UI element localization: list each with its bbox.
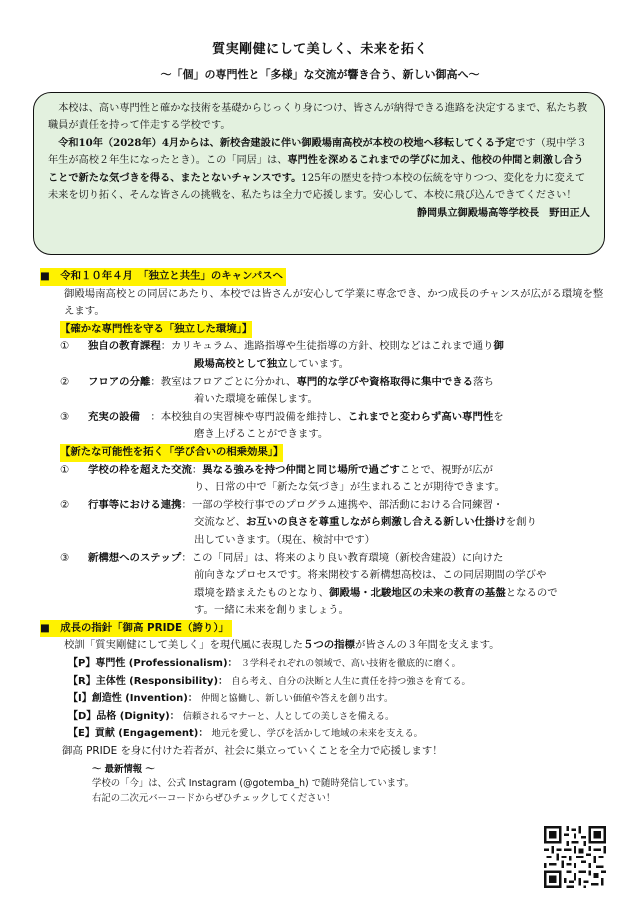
item-text: 落ち — [473, 375, 494, 388]
item-text: しています。 — [287, 357, 350, 370]
message-text-2: 125年の歴史を持つ本校の伝統を守りつつ、変化を力に変えて未来を切り拓く、そんな皆さんの挑戦を、私たちは全力で応援します。安心して、本校に飛び込んできてください！ — [48, 172, 586, 202]
section2-heading: ■ 成長の指針「御高 PRIDE（誇り）」 — [40, 620, 232, 638]
item-text: ：本校独自の実習棟や専門設備を維持し、 — [139, 410, 348, 423]
item-bold: お互いの良さを尊重しながら刺激し合える新しい仕掛け — [245, 516, 506, 529]
pride-desc: 信頼されるマナーと、人としての美しさを備える。 — [182, 710, 395, 722]
pride-key: 【I】創造性 (Invention)： — [68, 693, 198, 705]
list-item — [60, 497, 610, 550]
date-highlight: 令和10年（2028年）4月 — [58, 136, 180, 149]
pride-desc: 自ら考え、自分の決断と人生に責任を持つ強さを育てる。 — [231, 675, 471, 687]
pride-desc: 地元を愛し、学びを活かして地域の未来を支える。 — [211, 728, 423, 740]
main-content — [40, 268, 610, 806]
pride-item-i — [68, 690, 610, 708]
principal-message-box — [33, 92, 605, 255]
section2-intro — [64, 637, 610, 655]
pride-desc: ３学科それぞれの領域で、高い技術を徹底的に磨く。 — [240, 658, 461, 670]
pride-item-p — [68, 655, 610, 673]
news-line-2: 右記の二次元バーコードからぜひチェックしてください！ — [92, 792, 336, 804]
page-title: 質実剛健にして美しく、未来を拓く — [212, 42, 428, 57]
item-label: 行事等における連携 — [88, 498, 182, 511]
item-text: 環境を踏まえたものとなり、 — [194, 586, 330, 599]
item-label: 充実の設備 — [88, 410, 140, 423]
message-bold-text: からは、新校舎建設に伴い御殿場南高校が本校の校地へ移転してくる予定 — [179, 136, 516, 149]
item-text: を創り — [505, 516, 537, 529]
list-item — [60, 462, 610, 497]
item-text: ：この「同居」は、将来のより良い教育環境（新校舎建設）に向けた — [181, 551, 504, 564]
item-number: ② — [60, 498, 70, 511]
message-bold-text-2: 専門性を深めるこれまでの学びに加え、他校の仲間と刺激し合うことで新たな気づきを得る、またとないチャンスです。 — [48, 154, 584, 184]
item-number: ② — [60, 375, 70, 388]
news-heading: ～ 最新情報 ～ — [92, 763, 155, 775]
item-label: フロアの分離 — [88, 375, 151, 388]
subsection2-heading: 【新たな可能性を拓く「学び合いの相乗効果」】 — [60, 444, 283, 462]
item-text: ことで、視野が広が — [399, 463, 494, 476]
item-text: 着いた環境を確保します。 — [194, 393, 318, 406]
news-block — [92, 763, 610, 807]
section1-heading: ■ 令和１０年４月 「独立と共生」のキャンパスへ — [40, 268, 286, 286]
pride-item-d — [68, 708, 610, 726]
item-text: 出していきます。（現在、検討中です） — [194, 533, 375, 546]
item-label: 独自の教育課程 — [88, 340, 161, 353]
item-label: 新構想へのステップ — [88, 551, 182, 564]
item-bold: 専門的な学びや資格取得に集中できる — [296, 375, 474, 388]
item-number: ① — [60, 340, 70, 353]
list-item — [60, 550, 610, 620]
item-text: ：一部の学校行事でのプログラム連携や、部活動における合同練習・ — [181, 498, 504, 511]
item-bold: これまでと変わらず高い専門性 — [347, 410, 494, 423]
item-bold: 殿場高校として独立 — [194, 357, 288, 370]
list-item — [60, 409, 610, 444]
item-text: り、日常の中で「新たな気づき」が生まれることが期待できます。 — [194, 481, 505, 494]
pride-desc: 仲間と協働し、新しい価値や答えを創り出す。 — [201, 693, 394, 705]
pride-key: 【E】貢献 (Engagement)： — [68, 728, 209, 740]
pride-item-e — [68, 725, 610, 743]
intro-text: 校訓「質実剛健にして美しく」を現代風に表現した — [64, 639, 303, 652]
section2-closing: 御高 PRIDE を身に付けた若者が、社会に巣立っていくことを全力で応援します！ — [62, 745, 443, 758]
message-text: です（現中学３年生が高校２年生になったとき）。この「同居」は、 — [48, 137, 587, 167]
intro-text: が皆さんの３年間を支えます。 — [354, 639, 500, 652]
list-item — [60, 374, 610, 409]
item-text: 前向きなプロセスです。将来開校する新構想高校は、この同居期間の学びや — [194, 569, 547, 582]
page-subtitle: ～「個」の専門性と「多様」な交流が響き合う、新しい御高へ～ — [160, 68, 480, 81]
list-item — [60, 338, 610, 373]
principal-signature: 静岡県立御殿場高等学校長 野田正人 — [416, 207, 590, 220]
item-text: 交流など、 — [194, 516, 246, 529]
item-text: ： — [191, 463, 203, 476]
pride-key: 【R】主体性 (Responsibility)： — [68, 675, 229, 687]
pride-item-r — [68, 673, 610, 691]
item-text: を — [493, 410, 504, 423]
qr-code-icon[interactable] — [544, 826, 606, 888]
item-bold: 異なる強みを持つ仲間と同じ場所で過ごす — [202, 463, 400, 476]
item-bold: 御 — [493, 340, 504, 353]
item-text: ：カリキュラム、進路指導や生徒指導の方針、校則などはこれまで通り — [160, 340, 494, 353]
item-number: ③ — [60, 551, 70, 564]
item-label: 学校の枠を超えた交流 — [88, 463, 192, 476]
news-line-1: 学校の「今」は、公式 Instagram (@gotemba_h) で随時発信しています。 — [92, 778, 415, 790]
pride-key: 【D】品格 (Dignity)： — [68, 710, 180, 722]
message-paragraph-2 — [48, 135, 590, 205]
item-number: ③ — [60, 410, 70, 423]
subsection1-heading: 【確かな専門性を守る「独立した環境」】 — [60, 321, 252, 339]
item-text: す。一緒に未来を創りましょう。 — [194, 604, 350, 617]
pride-key: 【P】専門性 (Professionalism)： — [68, 658, 238, 670]
section1-intro: 御殿場南高校との同居にあたり、本校では皆さんが安心して学業に専念でき、かつ成長のチャンスが広がる環境を整えます。 — [64, 287, 604, 318]
intro-bold: ５つの指標 — [302, 639, 355, 652]
message-paragraph-1: 本校は、高い専門性と確かな技術を基礎からじっくり身につけ、皆さんが納得できる進路を決定するまで、私たち教職員が責任を持って伴走する学校です。 — [48, 103, 588, 132]
item-bold: 御殿場・北駿地区の未来の教育の基盤 — [329, 586, 506, 599]
item-number: ① — [60, 463, 70, 476]
item-text: ：教室はフロアごとに分かれ、 — [150, 375, 297, 388]
item-text: となるので — [505, 586, 558, 599]
item-text: 磨き上げることができます。 — [194, 428, 329, 441]
